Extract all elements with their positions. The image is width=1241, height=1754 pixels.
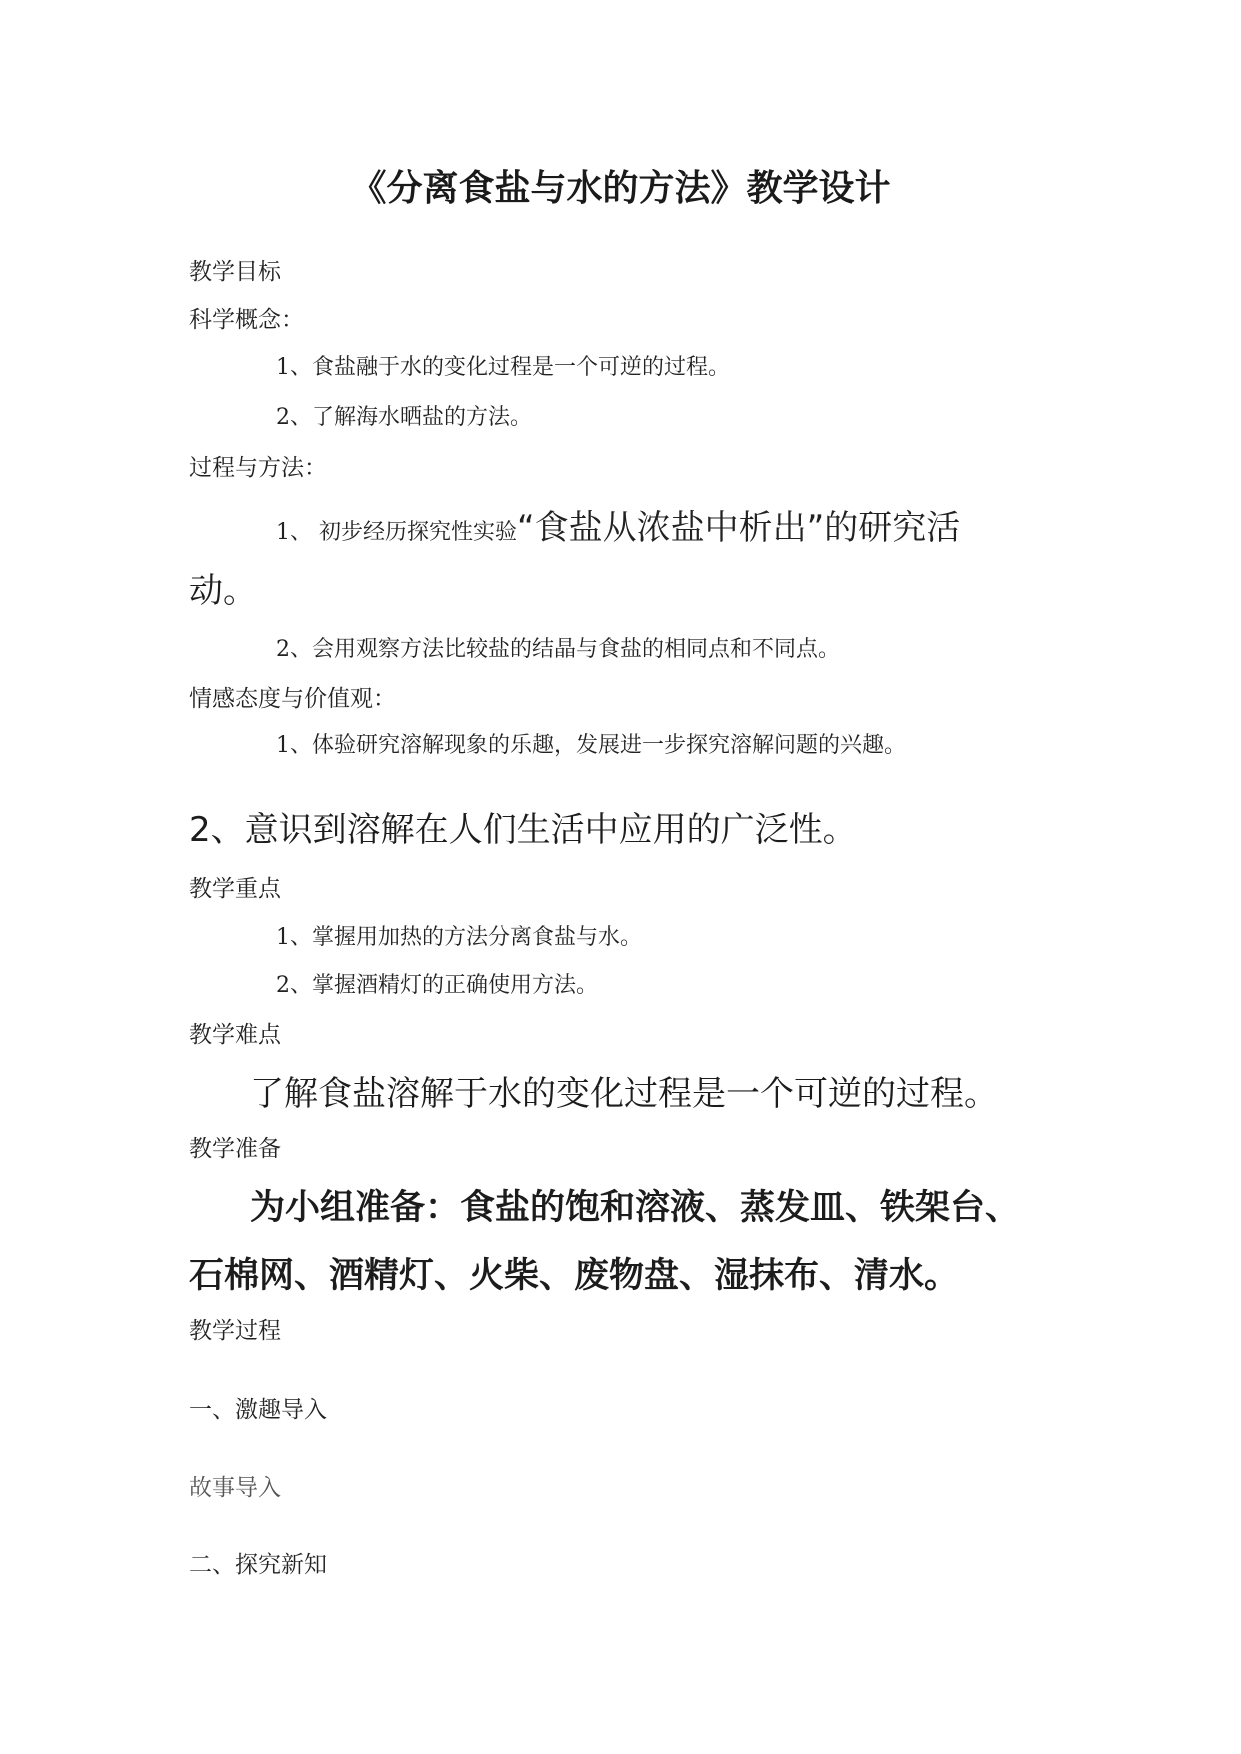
step-2-heading: 二、探究新知 [189, 1552, 327, 1578]
key-point-1: 1、掌握用加热的方法分离食盐与水。 [276, 925, 642, 950]
process-item-1-continued: 动。 [189, 571, 257, 611]
process-heading: 教学过程 [189, 1318, 281, 1344]
process-item-1 [276, 500, 960, 549]
attitude-item-2: 2、意识到溶解在人们生活中应用的广泛性。 [189, 810, 857, 850]
key-points-heading: 教学重点 [189, 876, 281, 902]
attitude-heading: 情感态度与价值观： [189, 686, 396, 712]
preparation-heading: 教学准备 [189, 1136, 281, 1162]
process-item-1-prefix: 1、 初步经历探究性实验 [276, 520, 517, 545]
step-1-heading: 一、激趣导入 [189, 1397, 327, 1423]
process-item-2: 2、会用观察方法比较盐的结晶与食盐的相同点和不同点。 [276, 637, 840, 662]
document-title: 《分离食盐与水的方法》教学设计 [350, 167, 891, 209]
preparation-line-1: 为小组准备：食盐的饱和溶液、蒸发皿、铁架台、 [250, 1188, 1021, 1228]
key-point-2: 2、掌握酒精灯的正确使用方法。 [276, 973, 598, 998]
difficulty-heading: 教学难点 [189, 1022, 281, 1048]
attitude-item-1: 1、体验研究溶解现象的乐趣，发展进一步探究溶解问题的兴趣。 [276, 733, 906, 758]
concept-heading: 科学概念： [189, 307, 304, 333]
step-1-text: 故事导入 [189, 1475, 281, 1501]
preparation-line-2: 石棉网、酒精灯、火柴、废物盘、湿抹布、清水。 [189, 1256, 960, 1296]
difficulty-text: 了解食盐溶解于水的变化过程是一个可逆的过程。 [250, 1074, 998, 1114]
concept-item-2: 2、了解海水晒盐的方法。 [276, 405, 532, 430]
objectives-heading: 教学目标 [189, 259, 281, 285]
process-item-1-emphasis: “食盐从浓盐中析出”的研究活 [517, 508, 961, 548]
concept-item-1: 1、食盐融于水的变化过程是一个可逆的过程。 [276, 355, 730, 380]
process-method-heading: 过程与方法： [189, 455, 327, 481]
